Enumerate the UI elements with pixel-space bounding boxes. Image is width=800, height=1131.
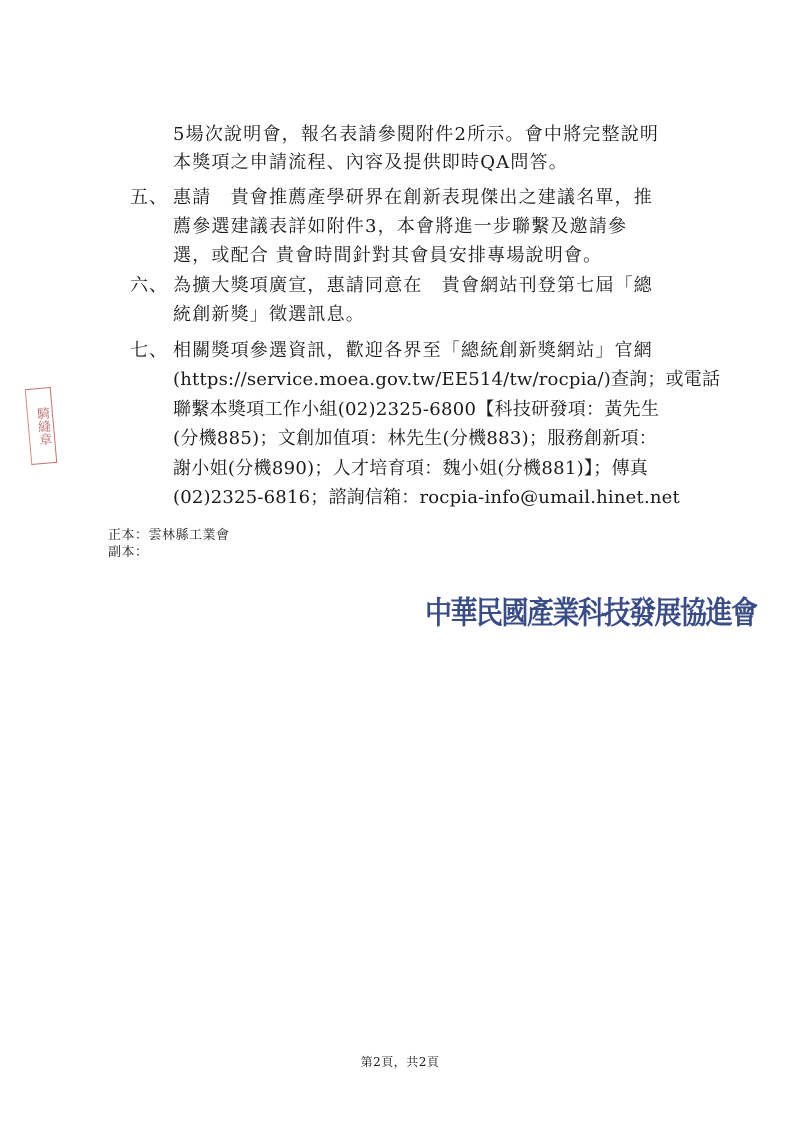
item-5-line: 選，或配合 貴會時間針對其會員安排專場說明會。 [173, 245, 603, 266]
item-7-line: (分機885)；文創加值項：林先生(分機883)；服務創新項： [173, 428, 658, 449]
item-marker-5: 五、 [130, 187, 168, 208]
seam-stamp: 騎縫章 [25, 387, 58, 465]
item-5-line: 薦參選建議表詳如附件3，本會將進一步聯繫及邀請參 [173, 216, 628, 237]
item-marker-7: 七、 [130, 340, 168, 361]
recipient-main: 正本：雲林縣工業會 [108, 528, 230, 543]
item-7-line: 相關獎項參選資訊，歡迎各界至「總統創新獎網站」官網 [173, 340, 653, 361]
page-number: 第2頁，共2頁 [360, 1055, 440, 1069]
item-5-line: 惠請 貴會推薦產學研界在創新表現傑出之建議名單，推 [173, 187, 653, 208]
item-7-line: (https://service.moea.gov.tw/EE514/tw/rocpia/)查詢；或電話 [173, 369, 721, 390]
item-7-line: 謝小姐(分機890)；人才培育項：魏小姐(分機881)】；傳真 [173, 458, 649, 479]
item-6-line: 統創新獎」徵選訊息。 [173, 304, 365, 325]
body-line: 5場次說明會，報名表請參閱附件2所示。會中將完整說明 [173, 124, 660, 145]
organization-seal: 中華民國產業科技發展協進會 [425, 596, 757, 632]
item-7-line: (02)2325-6816；諮詢信箱：rocpia-info@umail.hinet.net [173, 487, 680, 508]
body-line: 本獎項之申請流程、內容及提供即時QA問答。 [173, 152, 568, 173]
item-7-line: 聯繫本獎項工作小組(02)2325-6800【科技研發項：黃先生 [173, 399, 660, 420]
item-marker-6: 六、 [130, 275, 168, 296]
item-6-line: 為擴大獎項廣宣，惠請同意在 貴會網站刊登第七屆「總 [173, 275, 653, 296]
recipient-copy: 副本： [108, 545, 149, 560]
